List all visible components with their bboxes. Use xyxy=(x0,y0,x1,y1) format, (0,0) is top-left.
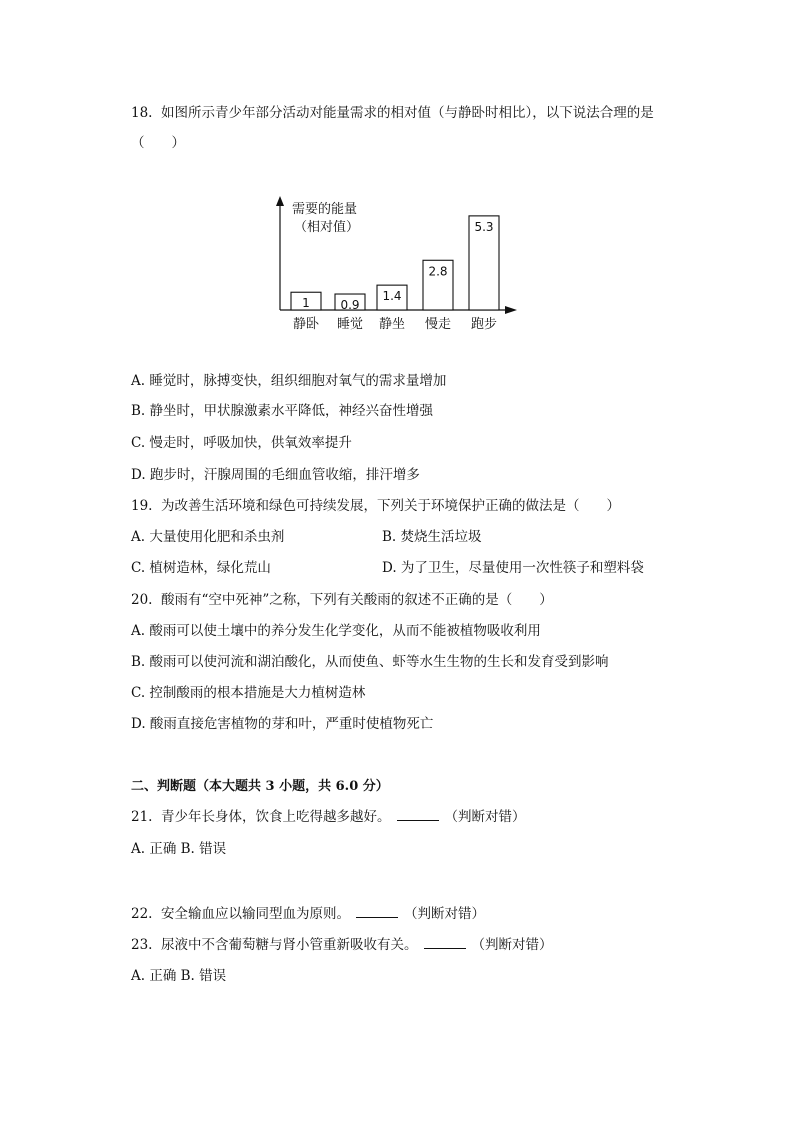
q23-text: 尿液中不含葡萄糖与肾小管重新吸收有关。 xyxy=(161,937,418,953)
category-label-2: 静坐 xyxy=(378,317,406,332)
energy-bar-chart xyxy=(265,190,535,340)
q21-number: 21. xyxy=(131,809,153,825)
q19-option-a: A. 大量使用化肥和杀虫剂 xyxy=(131,529,285,545)
q21-stem xyxy=(131,808,526,826)
q20-option-c: C. 控制酸雨的根本措施是大力植树造林 xyxy=(131,685,366,701)
x-axis-arrow xyxy=(505,306,517,314)
y-axis-arrow xyxy=(276,196,284,206)
q19-text: 为改善生活环境和绿色可持续发展，下列关于环境保护正确的做法是（ ） xyxy=(161,498,620,514)
q22-stem xyxy=(131,905,485,923)
q20-stem xyxy=(131,591,553,609)
bar-value-label-0: 1 xyxy=(302,296,310,311)
q18-stem xyxy=(131,104,654,122)
q19-option-c: C. 植树造林，绿化荒山 xyxy=(131,560,271,576)
q20-number: 20. xyxy=(131,592,153,608)
y-axis-sublabel: （相对值） xyxy=(294,220,360,235)
q21-answer-blank[interactable] xyxy=(397,808,439,821)
q19-option-d: D. 为了卫生，尽量使用一次性筷子和塑料袋 xyxy=(382,560,644,576)
q18-number: 18. xyxy=(131,105,153,121)
y-axis-label: 需要的能量 xyxy=(292,202,358,217)
q21-answers: A. 正确 B. 错误 xyxy=(131,841,227,857)
bar-value-label-2: 1.4 xyxy=(382,289,402,304)
q22-answer-blank[interactable] xyxy=(356,905,398,918)
q18-option-b: B. 静坐时，甲状腺激素水平降低，神经兴奋性增强 xyxy=(131,403,434,419)
q19-option-b: B. 焚烧生活垃圾 xyxy=(382,529,482,545)
q20-option-b: B. 酸雨可以使河流和湖泊酸化，从而使鱼、虾等水生生物的生长和发育受到影响 xyxy=(131,654,609,670)
q18-paren: （ ） xyxy=(131,135,185,151)
q23-number: 23. xyxy=(131,937,153,953)
q19-stem xyxy=(131,497,620,515)
q21-text: 青少年长身体，饮食上吃得越多越好。 xyxy=(161,809,391,825)
category-label-1: 睡觉 xyxy=(336,317,364,332)
q23-answer-blank[interactable] xyxy=(424,936,466,949)
q18-option-d: D. 跑步时，汗腺周围的毛细血管收缩，排汗增多 xyxy=(131,467,420,483)
bar-value-label-4: 5.3 xyxy=(474,219,494,234)
bar-value-label-3: 2.8 xyxy=(428,264,448,279)
q19-options-row1 xyxy=(131,528,284,546)
q20-option-d: D. 酸雨直接危害植物的芽和叶，严重时使植物死亡 xyxy=(131,716,434,732)
category-label-4: 跑步 xyxy=(470,317,498,332)
q18-text: 如图所示青少年部分活动对能量需求的相对值（与静卧时相比），以下说法合理的是 xyxy=(161,105,654,121)
q22-text: 安全输血应以输同型血为原则。 xyxy=(161,906,350,922)
q20-option-a: A. 酸雨可以使土壤中的养分发生化学变化，从而不能被植物吸收利用 xyxy=(131,623,541,639)
section-2-title: 二、判断题（本大题共 3 小题，共 6.0 分） xyxy=(131,779,389,794)
q18-option-c: C. 慢走时，呼吸加快，供氧效率提升 xyxy=(131,435,352,451)
q21-suffix: （判断对错） xyxy=(444,809,526,825)
category-label-3: 慢走 xyxy=(424,317,452,332)
q23-stem xyxy=(131,936,553,954)
bar-value-label-1: 0.9 xyxy=(340,298,360,313)
q20-text: 酸雨有“空中死神”之称，下列有关酸雨的叙述不正确的是（ ） xyxy=(161,592,553,608)
q22-suffix: （判断对错） xyxy=(404,906,485,922)
q18-option-a: A. 睡觉时，脉搏变快，组织细胞对氧气的需求量增加 xyxy=(131,373,447,389)
category-label-0: 静卧 xyxy=(292,317,320,332)
q23-suffix: （判断对错） xyxy=(471,937,553,953)
q23-answers: A. 正确 B. 错误 xyxy=(131,968,227,984)
q19-number: 19. xyxy=(131,498,153,514)
q22-number: 22. xyxy=(131,906,153,922)
